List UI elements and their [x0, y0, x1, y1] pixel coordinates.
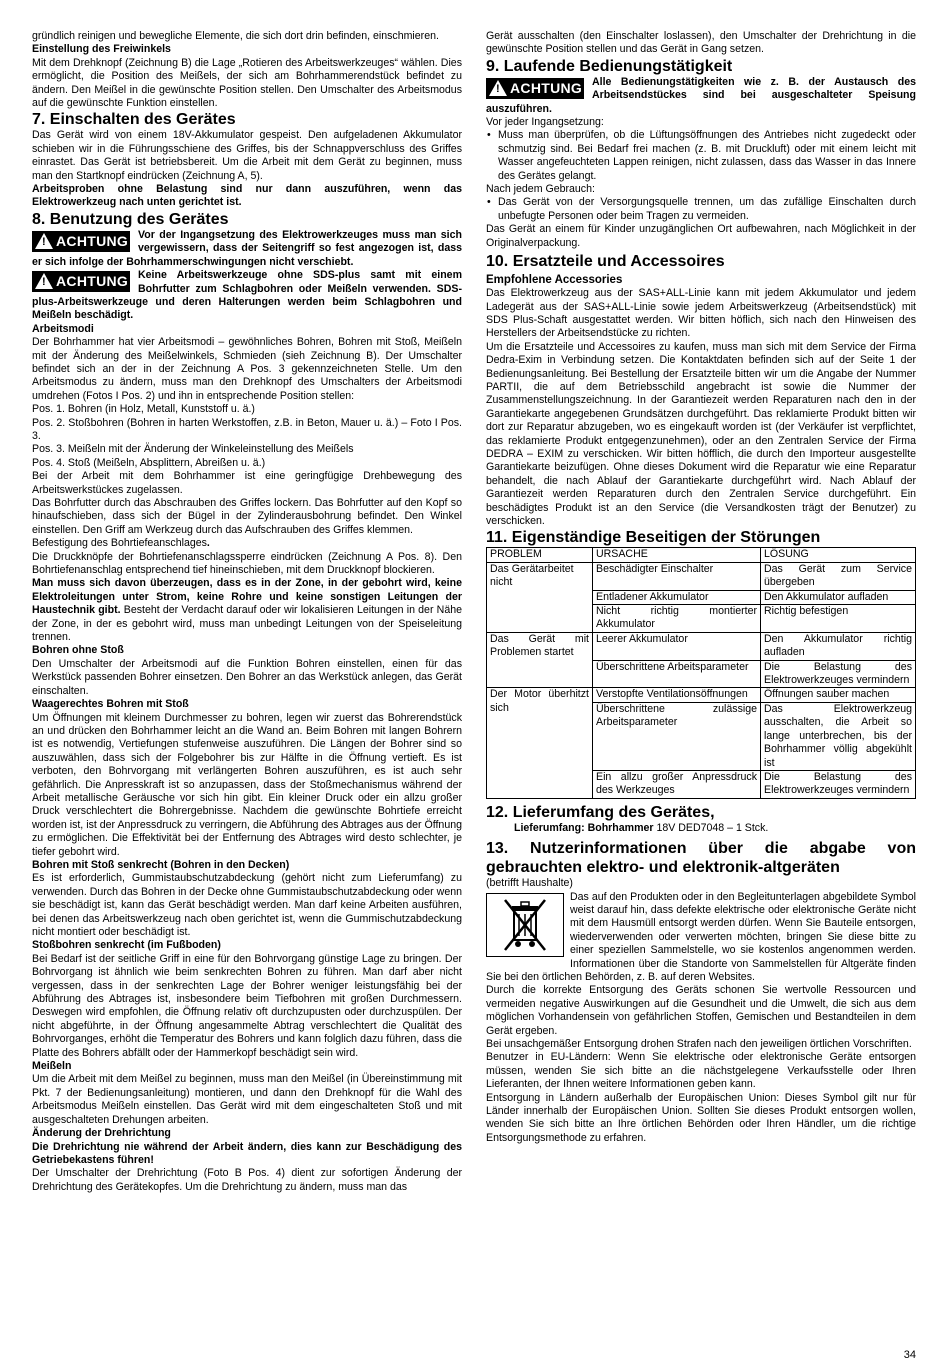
warning-text-9: Alle Bedienungstätigkeiten wie z. B. der Austausch des Arbeitsendstückes sind bei ausgeschalteter Speisung auszuführen. [486, 75, 916, 115]
cause-cell: Überschrittene zulässige Arbeitsparameter [593, 702, 761, 770]
cause-cell: Beschädigter Einschalter [593, 562, 761, 590]
arbeitsmodi-paragraph: Der Bohrhammer hat vier Arbeitsmodi – gewöhnliches Bohren, Bohren mit Stoß, Meißeln mit der Änderung des Meißelwinkels, Schmieden (sieh Zeichnung B). Der Umschalter befindet sich an der in der Zeichnung A Pos. 3 gekennzeichneten Stelle. Um den Arbeitsmodus zu ändern, muss man den Drehknopf des Umschalters der Arbeitsmodi umdrehen (Fotos I Pos. 2) und ihn in entsprechende Position stellen: [32, 336, 462, 402]
problem-cell: Das Gerät mit Problemen startet [487, 632, 593, 688]
section-13-heading: 13. Nutzerinformationen über die abgabe von gebrauchten elektro- und elektronik-altgeräten [486, 840, 916, 877]
warning-block-9 [486, 76, 916, 116]
haushalte-note: (betrifft Haushalte) [486, 877, 573, 890]
senkrecht-decken-paragraph: Es ist erforderlich, Gummistaubschutzabdeckung (gehört nicht zum Lieferumfang) zu verwenden. Durch das Bohren in der Decke ohne Gummistaubschutzabdeckung oder wenn sie beschädigt ist, kann das Gerät beschädigt werden. Man darf keine Arbeiten ausführen, bei denen das Arbeitswerkzeug nach oben gerichtet ist, wenn die Gummischutzabdeckung nicht montiert oder beschädigt ist. [32, 872, 462, 938]
nach-gebrauch: Nach jedem Gebrauch: [486, 183, 595, 196]
left-column [32, 30, 462, 1194]
cause-cell: Entladener Akkumulator [593, 590, 761, 604]
ersatzteile-paragraph: Um die Ersatzteile und Accessoires zu kaufen, muss man sich mit dem Service der Firma Dedra-Exim in Verbindung setzen. Die Kontaktdaten befinden sich auf der Seite 1 der Bedienungsanleitung. Bei Bestellung der Ersatzteile bitten wir um die Angabe der Nummer PARTII, die auf dem Betriebsschild angebracht ist sowie die Nummer der Zusammenstellungszeichnung. In der Garantiezeit werden Reparaturen nach den in der Garantiekarte angegebenen Grundsätzen durchgeführt. Das reklamierte Produkt bitten wir dort zur Reparatur abzugeben, wo es eingekauft worden ist (der Verkäufer ist verpflichtet, das reklamierte Produkt entgegenzunehmen), oder an den Zentralen Service der Firma DEDRA – EXIM zu verschicken. Wir bitten höfflich, die durch den Importeur ausgestellte Garantiekarte beizufügen. Ohne dieses Dokument wird die Reparatur wie eine Reparatur behandelt, die nach Ablauf der Garantiekarte durchgeführt wird. Nach Ablauf der Garantiezeit werden Reparaturen durch den Zentralen Service durchgeführt. Ein beschädigtes Produkt ist an den Service (die Versandkosten trägt der Benutzer) zu verschicken. [486, 340, 916, 527]
nach-list [486, 196, 916, 223]
kinder-paragraph: Das Gerät an einem für Kinder unzugänglichen Ort aufbewahren, nach Möglichkeit in der Originalverpackung. [486, 223, 916, 249]
accessories-paragraph: Das Elektrowerkzeug aus der SAS+ALL-Linie kann mit jedem Akkumulator und jedem Ladegerät aus der SAS+ALL-Linie sowie jedem Arbeitswerkzeug (Arbeitsendstück) mit SDS Plus-Schaft ausgestattet werden. Wir bitten höflich, sich nach den Hinweisen des Herstellers der Arbeitsendstücke zu richten. [486, 287, 916, 340]
intro-paragraph: gründlich reinigen und bewegliche Elemente, die sich dort drin befinden, einschmieren. [32, 30, 439, 42]
heading-freiwinkel: Einstellung des Freiwinkels [32, 43, 171, 56]
section-8-heading: 8. Benutzung des Gerätes [32, 210, 229, 228]
solution-cell: Richtig befestigen [761, 605, 916, 633]
heading-bohren-ohne-stoss: Bohren ohne Stoß [32, 644, 124, 657]
table-row [487, 688, 916, 702]
cause-cell: Überschrittene Arbeitsparameter [593, 660, 761, 688]
achtung-badge: ! ACHTUNG [32, 271, 130, 292]
stossbohren-fussboden-paragraph: Bei Bedarf ist der seitliche Griff in eine für den Bohrvorgang günstige Lage zu bringen. Der Bohrvorgang ist ähnlich wie beim senkrechten Bohren zu führen. Man darf aber nicht vergessen, dass in der senkrechten Lage der Bohrer weniger leistungsfähig bei der Abführung des Abtrages ist, insbesondere beim Tiefbohren mit großen Durchmessern. Deswegen wird empfohlen, die Öffnung relativ oft durchzupusten oder durchzuspülen. Der nicht abgeführte, in der Öffnung angesammelte Abtrag verschlechtert die Qualität des Bohrvorganges, erhöht die Temperatur des Bohrers und kann folglich dazu führen, dass die Platte des Bohrers abfällt oder der Hammerkopf beschädigt sein wird. [32, 952, 462, 1059]
drehrichtung-paragraph: Der Umschalter der Drehrichtung (Foto B Pos. 4) dient zur sofortigen Änderung der Drehrichtung des Gerätekopfes. Um die Drehrichtung zu ändern, muss man das [32, 1167, 462, 1193]
problem-cell: Das Gerätarbeitet nicht [487, 562, 593, 632]
heading-waagerechtes-bohren: Waagerechtes Bohren mit Stoß [32, 698, 189, 711]
section-9-heading: 9. Laufende Bedienungstätigkeit [486, 57, 733, 75]
section-7-bold-paragraph: Arbeitsproben ohne Belastung sind nur dann auszuführen, wenn das Elektrowerkzeug nach unten gerichtet ist. [32, 183, 462, 209]
weee-paragraph-1: Das auf den Produkten oder in den Begleitunterlagen abgebildete Symbol weist darauf hin, dass defekte elektrische oder elektronische Geräte nicht mit dem Hausmüll entsorgt werden dürfen. Wenn Sie Bauteile entsorgen, wiederverwenden oder verwerten möchten, bringen Sie diese bitte zu einer speziellen Sammelstelle, wo sie kostenlos angenommen werden. Informationen über die Standorte von Sammelstellen für Altgeräte finden Sie bei den örtlichen Behörden, z. B. auf deren Websites. [486, 890, 916, 983]
table-header-cell: URSACHE [593, 548, 761, 562]
heading-stossbohren-fussboden: Stoßbohren senkrecht (im Fußboden) [32, 939, 221, 952]
freiwinkel-paragraph: Mit dem Drehknopf (Zeichnung B) die Lage „Rotieren des Arbeitswerkzeuges“ wählen. Dies ermöglicht, die Position des Meißels, der sich am Bohrhammerendstück befindet zu ändern. Den Meißel in die gewünschte Position stellen. Den Umschalter des Arbeitsmodus auf die gewünschte Funktion einstellen. [32, 56, 462, 110]
heading-arbeitsmodi: Arbeitsmodi [32, 322, 94, 335]
cause-cell: Leerer Akkumulator [593, 632, 761, 660]
page-number: 34 [903, 1349, 916, 1361]
bohren-ohne-stoss-paragraph: Den Umschalter der Arbeitsmodi auf die Funktion Bohren einstellen, einen für das Werkstück passenden Bohrer einsetzen. Den Bohrer an das Werkstück anlegen, das Gerät einschalten. [32, 657, 462, 697]
section-12-heading: 12. Lieferumfang des Gerätes, [486, 803, 715, 821]
section-7-paragraph: Das Gerät wird von einem 18V-Akkumulator gespeist. Den aufgeladenen Akkumulator schieben wir in die Führungsschiene des Griffes, bis der Schnappverschluss des Griffes einrastet. Das Gerät ist betriebsbereit. Um die Arbeit mit dem Gerät zu beginnen, muss man den Startknopf eindrücken (Zeichnung A, 5). [32, 129, 462, 182]
heading-empfohlene-accessories: Empfohlene Accessories [486, 274, 623, 287]
lieferumfang-line: Lieferumfang: Bohrhammer 18V DED7048 – 1 Stck. [514, 821, 769, 834]
befestigung-line: Befestigung des Bohrtiefeanschlages. [32, 537, 210, 550]
pos-2: Pos. 2. Stoßbohren (Bohren in harten Werkstoffen, z.B. in Beton, Mauer u. ä.) – Foto I Pos. 3. [32, 416, 462, 442]
crossed-out-bin-icon [486, 893, 564, 957]
problem-cell: Der Motor überhitzt sich [487, 688, 593, 798]
cause-cell: Nicht richtig montierter Akkumulator [593, 605, 761, 633]
pos-4: Pos. 4. Stoß (Meißeln, Absplittern, Abreißen u. ä.) [32, 456, 266, 469]
exclamation-icon: ! [42, 276, 46, 289]
achtung-badge: ! ACHTUNG [32, 231, 130, 252]
table-row [487, 562, 916, 590]
vor-ingangsetzung: Vor jeder Ingangsetzung: [486, 116, 604, 129]
weee-paragraph-3: Bei unsachgemäßer Entsorgung drohen Strafen nach den jeweiligen örtlichen Vorschriften. [486, 1038, 912, 1050]
pos-1: Pos. 1. Bohren (in Holz, Metall, Kunststoff u. ä.) [32, 403, 255, 416]
warning-text-8a: Vor der Ingangsetzung des Elektrowerkzeuges muss man sich vergewissern, dass der Seitengriff so fest angezogen ist, dass er sich infolge der Bohrhammerschwingungen nicht verschiebt. [32, 228, 462, 268]
warning-block-8b [32, 269, 462, 323]
section-10-heading: 10. Ersatzteile und Accessoires [486, 253, 725, 271]
solution-cell: Die Belastung des Elektrowerkzeuges vermindern [761, 660, 916, 688]
table-header-cell: PROBLEM [487, 548, 593, 562]
solution-cell: Die Belastung des Elektrowerkzeuges vermindern [761, 770, 916, 798]
heading-drehrichtung: Änderung der Drehrichtung [32, 1127, 171, 1140]
weee-paragraph-4: Benutzer in EU-Ländern: Wenn Sie elektrische oder elektronische Geräte entsorgen müssen, wenden Sie sich bitte an die nächstgelegene Verkaufsstelle oder Ihren Lieferanten, der Ihnen weitere Informationen geben kann. [486, 1051, 916, 1091]
solution-cell: Öffnungen sauber machen [761, 688, 916, 702]
drehrichtung-warning: Die Drehrichtung nie während der Arbeit ändern, dies kann zur Beschädigung des Getriebekastens führen! [32, 1140, 462, 1166]
continued-paragraph: Gerät ausschalten (den Einschalter loslassen), den Umschalter der Drehrichtung in die gewünschte Position stellen und das Gerät in Gang setzen. [486, 30, 916, 56]
drehbewegung-paragraph: Bei der Arbeit mit dem Bohrhammer ist eine geringfügige Drehbewegung des Arbeitswerkstückes zugelassen. [32, 470, 462, 496]
section-11-heading: 11. Eigenständige Beseitigen der Störungen [486, 529, 821, 547]
weee-block [486, 891, 916, 985]
list-item: • Das Gerät von der Versorgungsquelle trennen, um das zufällige Einschalten durch unbefugte Personen oder beim Tragen zu vermeiden. [498, 196, 916, 223]
pos-3: Pos. 3. Meißeln mit der Änderung der Winkeleinstellung des Meißels [32, 443, 354, 456]
weee-paragraph-5: Entsorgung in Ländern außerhalb der Europäischen Union: Dieses Symbol gilt nur für Länder innerhalb der Europäischen Union. Sollten Sie dieses Produkt entsorgen wollen, wenden Sie sich bitte an Ihre örtlichen Behörden oder Ihren Händler, um die richtige Entsorgungsmethode zu erfahren. [486, 1091, 916, 1144]
zone-paragraph: Man muss sich davon überzeugen, dass es in der Zone, in der gebohrt wird, keine Elektroleitungen unter Strom, keine Rohre und keine sonstigen Leitungen der Haustechnik gibt. Besteht der Verdacht darauf oder wir lokalisieren Leitungen in der Nähe der Zone, in der es gebohrt wird, muss man unbedingt Leitungen von der Speiseleitung trennen. [32, 577, 463, 644]
table-row [487, 632, 916, 660]
warning-block-8a [32, 229, 462, 269]
warning-text-8b: Keine Arbeitswerkzeuge ohne SDS-plus samt mit einem Bohrfutter zum Schlagbohren oder Meißeln verwenden. SDS-plus-Arbeitswerkzeuge und deren Halterungen werden beim Schlagbohren und Meißeln beschädigt. [32, 269, 462, 322]
solution-cell: Das Gerät zum Service übergeben [761, 562, 916, 590]
meisseln-paragraph: Um die Arbeit mit dem Meißel zu beginnen, muss man den Meißel (in Übereinstimmung mit Pkt. 7 der Bedienungsanleitung) montieren, und dann den Drehknopf für die Wahl des Arbeitsmodus Meißeln einstellen. Das Gerät wird mit dem eingeschalteten Stoß und mit ausgeschalteten Drehungen arbeiten. [32, 1073, 462, 1126]
cause-cell: Verstopfte Ventilationsöffnungen [593, 688, 761, 702]
achtung-badge: ! ACHTUNG [486, 78, 584, 99]
troubleshooting-table [486, 547, 916, 798]
weee-paragraph-2: Durch die korrekte Entsorgung des Geräts schonen Sie wertvolle Ressourcen und vermeiden negative Auswirkungen auf die Gesundheit und die Umwelt, die sich aus dem möglichen Vorhandensein von gefährlichen Stoffen, Gemischen und Bestandteilen in dem Gerät ergeben. [486, 984, 916, 1037]
solution-cell: Den Akkumulator richtig aufladen [761, 632, 916, 660]
exclamation-icon: ! [496, 82, 500, 95]
exclamation-icon: ! [42, 235, 46, 248]
table-header-row [487, 548, 916, 562]
bohrfutter-paragraph: Das Bohrfutter durch das Abschrauben des Griffes lockern. Das Bohrfutter auf den Kopf so hinaufschieben, dass sich der Bügel in der Zylinderausbohrung befindet. Den Winkel einstellen. Den Griff am Werkzeug durch das Aufschrauben des Griffes klemmen. [32, 497, 462, 536]
section-7-heading: 7. Einschalten des Gerätes [32, 111, 236, 129]
right-column [486, 30, 916, 1145]
waagerechtes-bohren-paragraph: Um Öffnungen mit kleinem Durchmesser zu bohren, legen wir zuerst das Bohrerendstück an und drücken den Bohrhammer leicht an die Wand an. Beim Bohren mit langen Bohrern ist es notwendig, Vertiefungen stufenweise auszuführen. Die Längen der Bohrer sind so auszuwählen, dass sich der Folgebohrer bis zur Hälfte in die Öffnung vertieft. Es ist verboten, den Bohrvorgang mit verlängerten Bohren auszuführen, es ist auch sehr gefährlich. Die Anpresskraft ist so anzupassen, dass der Stoßmechanismus während der Arbeit metallische Geräusche vor sich hin gibt. Ein kleiner Druck oder ein allzu großer Druck verschlechtert die Bohrergebnisse. Nachdem die gewünschte Bohrtiefe erreicht worden ist, ist der Anpressdruck zu verringern, die Abführung des Abtrages aus der Öffnung zu ermöglichen. Die Effektivität bei der Entfernung des Abtrages wird desto schlechter, je tiefer gebohrt wird. [32, 711, 462, 858]
heading-senkrecht-decken: Bohren mit Stoß senkrecht (Bohren in den Decken) [32, 858, 290, 871]
druckknoepfe-paragraph: Die Druckknöpfe der Bohrtiefenanschlagssperre eindrücken (Zeichnung A Pos. 8). Den Bohrtiefenanschlag entsprechend tief hineinschieben, mit dem Druckknopf blockieren. [32, 550, 462, 577]
heading-meisseln: Meißeln [32, 1060, 72, 1073]
cause-cell: Ein allzu großer Anpressdruck des Werkzeuges [593, 770, 761, 798]
table-header-cell: LÖSUNG [761, 548, 916, 562]
solution-cell: Das Elektrowerkzeug ausschalten, die Arbeit so lange unterbrechen, bis der Bohrhammer völlig abgekühlt ist [761, 702, 916, 770]
solution-cell: Den Akkumulator aufladen [761, 590, 916, 604]
vor-list [486, 129, 916, 183]
list-item: • Muss man überprüfen, ob die Lüftungsöffnungen des Antriebes nicht zugedeckt oder schmutzig sind. Bei Bedarf frei machen (z. B. mit Druckluft) oder mit einem leicht mit Wasser angefeuchteten Lappen reinigen, nicht zulassen, dass das Wasser in das Innere des Gerätes gelangt. [498, 129, 916, 183]
